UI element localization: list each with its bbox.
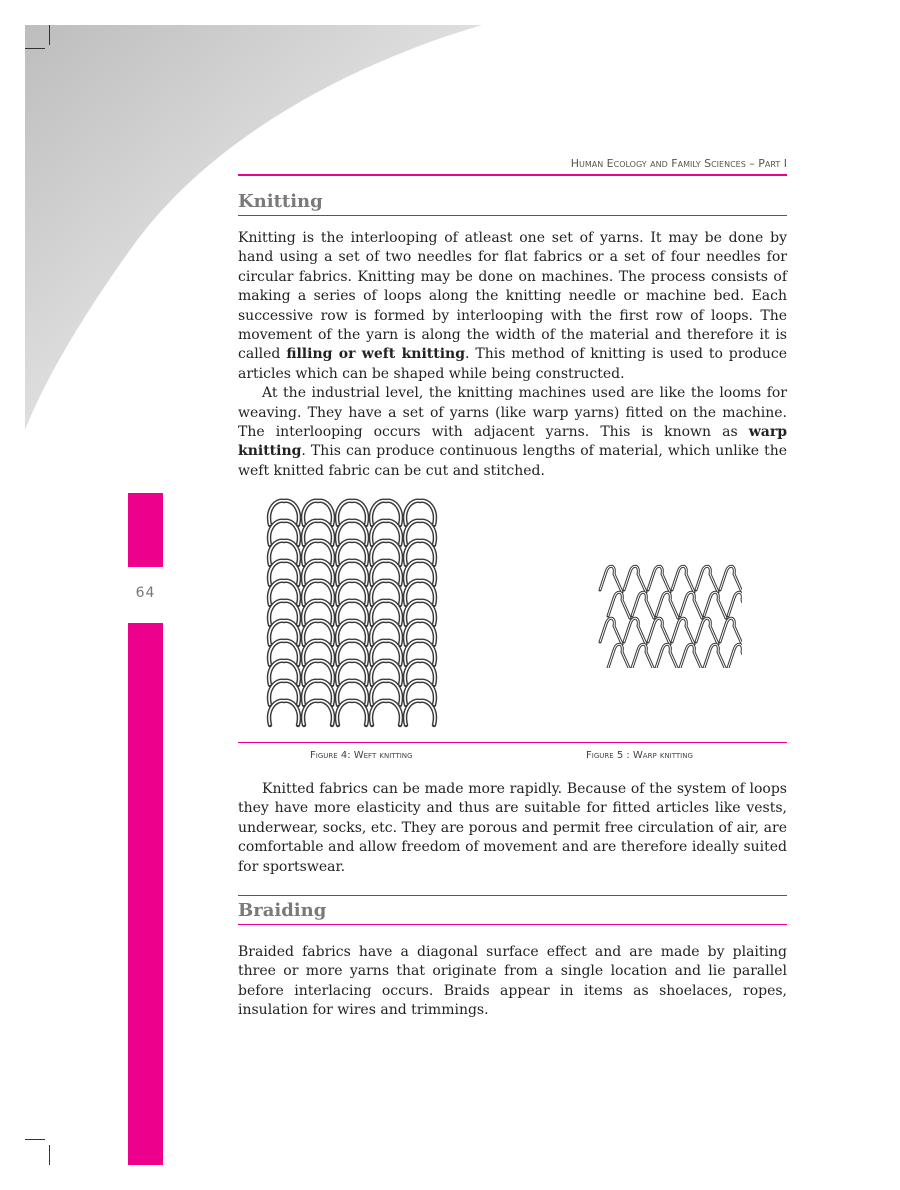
knitting-paragraph-3-block xyxy=(238,780,787,877)
term-warp-knitting: warp knitting xyxy=(238,424,787,460)
figure-caption-rule xyxy=(238,742,787,743)
figure-4-caption: Figure 4: Weft knitting xyxy=(310,750,413,761)
warp-loop xyxy=(608,644,630,668)
braiding-paragraph-1: Braided fabrics have a diagonal surface effect and are made by plaiting three or more yarns that originate from a single location and lie parallel before interlacing occurs. Braids appear in items as shoelaces, ropes, insulation for wires and trimmings. xyxy=(238,944,787,1019)
crop-mark-top-vertical xyxy=(49,25,50,45)
warp-loop xyxy=(632,644,654,668)
warp-loop xyxy=(656,644,678,668)
knitting-body xyxy=(238,229,787,481)
warp-knitting-figure xyxy=(592,560,742,668)
weft-loop-highlight xyxy=(269,701,299,725)
knitting-p1-text-a: Knitting is the interlooping of atleast one set of yarns. It may be done by hand using a set of two needles for flat fabrics or a set of four needles for circular fabrics. Knitting may be done on machines. The process consists of making a series of loops along the knitting needle or machine bed. Each successive row is formed by interlooping with the first row of loops. The movement of the yarn is along the width of the material and therefore it is called xyxy=(238,230,787,363)
warp-loop xyxy=(704,644,726,668)
figure-5-caption: Figure 5 : Warp knitting xyxy=(586,750,693,761)
term-weft-knitting: filling or weft knitting xyxy=(286,346,465,363)
knitting-p2-text-a: At the industrial level, the knitting machines used are like the looms for weaving. They have a set of yarns (like warp yarns) fitted on the machine. The interlooping occurs with adjacent yarns. This is known as xyxy=(238,385,787,441)
section-heading-braiding: Braiding xyxy=(238,895,787,925)
weft-loop-highlight xyxy=(337,701,367,725)
side-accent-bar-bottom xyxy=(128,623,163,1165)
side-accent-bar-top xyxy=(128,493,163,567)
page-number: 64 xyxy=(135,585,156,601)
crop-mark-bottom-horizontal xyxy=(25,1139,45,1140)
weft-knitting-figure xyxy=(262,497,452,729)
running-header: Human Ecology and Family Sciences – Part I xyxy=(238,157,787,176)
knitting-p1-text-b: . This method of knitting is used to produce articles which can be shaped while being constructed. xyxy=(238,346,787,382)
crop-mark-bottom-vertical xyxy=(49,1145,50,1165)
knitting-paragraph-3: Knitted fabrics can be made more rapidly. Because of the system of loops they have more elasticity and thus are suitable for fitted articles like vests, underwear, socks, etc. They are porous and permit free circulation of air, are comfortable and allow freedom of movement and are therefore ideally suited for sportswear. xyxy=(238,781,787,875)
warp-loop xyxy=(680,644,702,668)
knitting-paragraph-2 xyxy=(238,384,787,481)
braiding-body xyxy=(238,943,787,1021)
section-heading-knitting: Knitting xyxy=(238,187,787,216)
weft-loop-highlight xyxy=(303,701,333,725)
knitting-paragraph-1 xyxy=(238,229,787,384)
weft-loop-highlight xyxy=(371,701,401,725)
crop-mark-top-horizontal xyxy=(25,48,45,49)
knitting-p2-text-b: . This can produce continuous lengths of material, which unlike the weft knitted fabric can be cut and stitched. xyxy=(238,443,787,479)
weft-loop-highlight xyxy=(405,701,435,725)
